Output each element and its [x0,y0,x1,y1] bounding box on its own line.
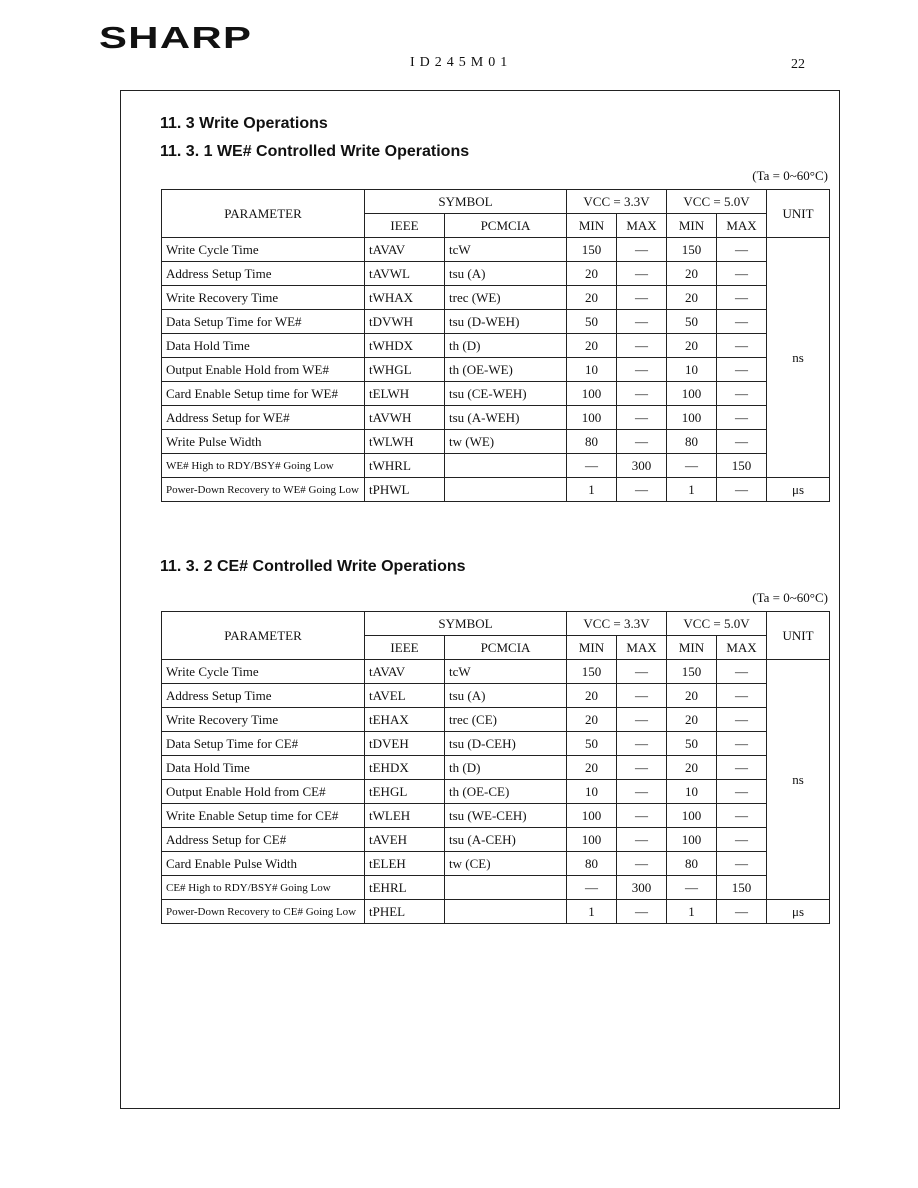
pcmcia-symbol: tsu (WE-CEH) [445,804,567,828]
min-5v0: 20 [667,708,717,732]
header-vcc-5v0: VCC = 5.0V [667,190,767,214]
pcmcia-symbol: th (D) [445,756,567,780]
min-5v0: 1 [667,478,717,502]
pcmcia-symbol: tsu (A-WEH) [445,406,567,430]
parameter-name: Data Setup Time for CE# [162,732,365,756]
parameter-name: Output Enable Hold from CE# [162,780,365,804]
min-3v3: — [567,454,617,478]
pcmcia-symbol: tsu (A) [445,262,567,286]
ieee-symbol: tEHAX [365,708,445,732]
min-5v0: 100 [667,406,717,430]
pcmcia-symbol: trec (CE) [445,708,567,732]
max-5v0: — [717,406,767,430]
max-5v0: — [717,684,767,708]
parameter-name: Power-Down Recovery to WE# Going Low [162,478,365,502]
max-5v0: — [717,660,767,684]
unit-us: μs [767,900,830,924]
min-5v0: 100 [667,804,717,828]
header-min: MIN [567,214,617,238]
max-5v0: 150 [717,454,767,478]
min-3v3: 20 [567,286,617,310]
max-3v3: — [617,358,667,382]
ieee-symbol: tWHGL [365,358,445,382]
header-symbol: SYMBOL [365,612,567,636]
min-3v3: 20 [567,708,617,732]
max-3v3: 300 [617,876,667,900]
max-3v3: — [617,708,667,732]
ieee-symbol: tWLEH [365,804,445,828]
header-unit: UNIT [767,612,830,660]
ieee-symbol: tAVEL [365,684,445,708]
header-vcc-3v3: VCC = 3.3V [567,612,667,636]
min-5v0: 20 [667,262,717,286]
min-5v0: — [667,454,717,478]
min-5v0: 100 [667,828,717,852]
header-pcmcia: PCMCIA [445,636,567,660]
min-3v3: — [567,876,617,900]
ieee-symbol: tAVAV [365,238,445,262]
ieee-symbol: tWHRL [365,454,445,478]
header-symbol: SYMBOL [365,190,567,214]
document-id: ID245M01 [410,55,513,70]
max-5v0: — [717,334,767,358]
pcmcia-symbol: tw (CE) [445,852,567,876]
max-5v0: 150 [717,876,767,900]
min-5v0: 50 [667,732,717,756]
header-ieee: IEEE [365,214,445,238]
pcmcia-symbol: tsu (A-CEH) [445,828,567,852]
max-5v0: — [717,804,767,828]
ieee-symbol: tEHGL [365,780,445,804]
max-5v0: — [717,780,767,804]
header-vcc-5v0: VCC = 5.0V [667,612,767,636]
header-min: MIN [567,636,617,660]
table-row [162,804,830,828]
max-5v0: — [717,310,767,334]
ieee-symbol: tAVWH [365,406,445,430]
max-3v3: — [617,286,667,310]
pcmcia-symbol: tsu (D-WEH) [445,310,567,334]
header-unit: UNIT [767,190,830,238]
min-3v3: 100 [567,804,617,828]
max-3v3: — [617,310,667,334]
header-parameter: PARAMETER [162,190,365,238]
pcmcia-symbol: tsu (D-CEH) [445,732,567,756]
max-3v3: — [617,900,667,924]
parameter-name: Power-Down Recovery to CE# Going Low [162,900,365,924]
pcmcia-symbol: tw (WE) [445,430,567,454]
pcmcia-symbol: trec (WE) [445,286,567,310]
ieee-symbol: tEHDX [365,756,445,780]
min-3v3: 150 [567,660,617,684]
table-row [162,876,830,900]
table-row [162,900,830,924]
min-5v0: 10 [667,358,717,382]
parameter-name: Data Hold Time [162,334,365,358]
min-3v3: 20 [567,262,617,286]
max-5v0: — [717,828,767,852]
table-row [162,358,830,382]
ieee-symbol: tAVAV [365,660,445,684]
table-row [162,430,830,454]
min-5v0: 50 [667,310,717,334]
max-3v3: — [617,780,667,804]
header-max: MAX [717,214,767,238]
header-max: MAX [717,636,767,660]
parameter-name: Address Setup for WE# [162,406,365,430]
min-5v0: 150 [667,660,717,684]
table-row [162,684,830,708]
min-3v3: 50 [567,732,617,756]
unit-us: μs [767,478,830,502]
parameter-name: Data Hold Time [162,756,365,780]
header-ieee: IEEE [365,636,445,660]
max-3v3: — [617,430,667,454]
ieee-symbol: tDVWH [365,310,445,334]
min-5v0: — [667,876,717,900]
min-5v0: 150 [667,238,717,262]
min-3v3: 100 [567,382,617,406]
table-row [162,708,830,732]
table-row [162,660,830,684]
min-5v0: 20 [667,286,717,310]
min-3v3: 1 [567,478,617,502]
unit-ns: ns [767,238,830,478]
header-pcmcia: PCMCIA [445,214,567,238]
parameter-name: Data Setup Time for WE# [162,310,365,334]
table-row [162,334,830,358]
min-5v0: 1 [667,900,717,924]
min-5v0: 80 [667,430,717,454]
min-3v3: 20 [567,334,617,358]
max-3v3: — [617,732,667,756]
header-vcc-3v3: VCC = 3.3V [567,190,667,214]
ieee-symbol: tWHAX [365,286,445,310]
we-controlled-write-table [161,189,830,502]
section-title: 11. 3 Write Operations [160,115,328,132]
min-5v0: 100 [667,382,717,406]
min-3v3: 100 [567,828,617,852]
ieee-symbol: tWLWH [365,430,445,454]
min-5v0: 20 [667,684,717,708]
pcmcia-symbol [445,478,567,502]
ce-controlled-write-table [161,611,830,924]
table-row [162,732,830,756]
pcmcia-symbol [445,454,567,478]
table1-condition: (Ta = 0~60°C) [752,168,828,183]
ieee-symbol: tELWH [365,382,445,406]
max-3v3: — [617,852,667,876]
ieee-symbol: tAVWL [365,262,445,286]
min-3v3: 80 [567,852,617,876]
pcmcia-symbol: tsu (A) [445,684,567,708]
parameter-name: Card Enable Pulse Width [162,852,365,876]
parameter-name: Card Enable Setup time for WE# [162,382,365,406]
min-3v3: 50 [567,310,617,334]
max-5v0: — [717,732,767,756]
min-3v3: 1 [567,900,617,924]
max-5v0: — [717,756,767,780]
table2-condition: (Ta = 0~60°C) [752,590,828,605]
pcmcia-symbol [445,876,567,900]
min-3v3: 10 [567,780,617,804]
max-5v0: — [717,238,767,262]
pcmcia-symbol: th (D) [445,334,567,358]
table-row [162,262,830,286]
parameter-name: Address Setup Time [162,684,365,708]
table-row [162,756,830,780]
header-max: MAX [617,636,667,660]
parameter-name: Write Recovery Time [162,286,365,310]
max-5v0: — [717,382,767,406]
table-row [162,852,830,876]
min-5v0: 20 [667,756,717,780]
max-5v0: — [717,852,767,876]
parameter-name: Address Setup for CE# [162,828,365,852]
ieee-symbol: tPHWL [365,478,445,502]
max-3v3: — [617,406,667,430]
ieee-symbol: tWHDX [365,334,445,358]
table-row [162,286,830,310]
max-3v3: — [617,382,667,406]
table-row [162,780,830,804]
max-5v0: — [717,262,767,286]
parameter-name: WE# High to RDY/BSY# Going Low [162,454,365,478]
pcmcia-symbol: th (OE-CE) [445,780,567,804]
header-min: MIN [667,636,717,660]
table-row [162,406,830,430]
parameter-name: Write Cycle Time [162,660,365,684]
parameter-name: Address Setup Time [162,262,365,286]
ieee-symbol: tELEH [365,852,445,876]
max-3v3: 300 [617,454,667,478]
max-5v0: — [717,900,767,924]
table-row [162,454,830,478]
parameter-name: Write Cycle Time [162,238,365,262]
max-5v0: — [717,286,767,310]
header-max: MAX [617,214,667,238]
parameter-name: Output Enable Hold from WE# [162,358,365,382]
min-3v3: 150 [567,238,617,262]
unit-ns: ns [767,660,830,900]
max-5v0: — [717,478,767,502]
min-3v3: 20 [567,684,617,708]
table-row [162,382,830,406]
header-parameter: PARAMETER [162,612,365,660]
min-3v3: 10 [567,358,617,382]
min-5v0: 10 [667,780,717,804]
parameter-name: CE# High to RDY/BSY# Going Low [162,876,365,900]
max-3v3: — [617,828,667,852]
pcmcia-symbol: th (OE-WE) [445,358,567,382]
min-5v0: 80 [667,852,717,876]
pcmcia-symbol: tcW [445,238,567,262]
min-3v3: 100 [567,406,617,430]
table-row [162,478,830,502]
sharp-logo: SHARP [99,20,253,55]
table-row [162,828,830,852]
ieee-symbol: tPHEL [365,900,445,924]
max-5v0: — [717,358,767,382]
ieee-symbol: tAVEH [365,828,445,852]
pcmcia-symbol [445,900,567,924]
max-3v3: — [617,660,667,684]
table1-title: 11. 3. 1 WE# Controlled Write Operations [160,143,470,160]
parameter-name: Write Pulse Width [162,430,365,454]
parameter-name: Write Enable Setup time for CE# [162,804,365,828]
max-3v3: — [617,238,667,262]
max-3v3: — [617,804,667,828]
max-3v3: — [617,334,667,358]
table2-title: 11. 3. 2 CE# Controlled Write Operations [160,558,466,575]
page-number: 22 [791,57,805,72]
max-5v0: — [717,430,767,454]
ieee-symbol: tDVEH [365,732,445,756]
ieee-symbol: tEHRL [365,876,445,900]
table-row [162,238,830,262]
max-3v3: — [617,478,667,502]
header-min: MIN [667,214,717,238]
max-5v0: — [717,708,767,732]
min-3v3: 80 [567,430,617,454]
min-5v0: 20 [667,334,717,358]
pcmcia-symbol: tsu (CE-WEH) [445,382,567,406]
table-row [162,310,830,334]
max-3v3: — [617,756,667,780]
max-3v3: — [617,684,667,708]
parameter-name: Write Recovery Time [162,708,365,732]
min-3v3: 20 [567,756,617,780]
max-3v3: — [617,262,667,286]
pcmcia-symbol: tcW [445,660,567,684]
